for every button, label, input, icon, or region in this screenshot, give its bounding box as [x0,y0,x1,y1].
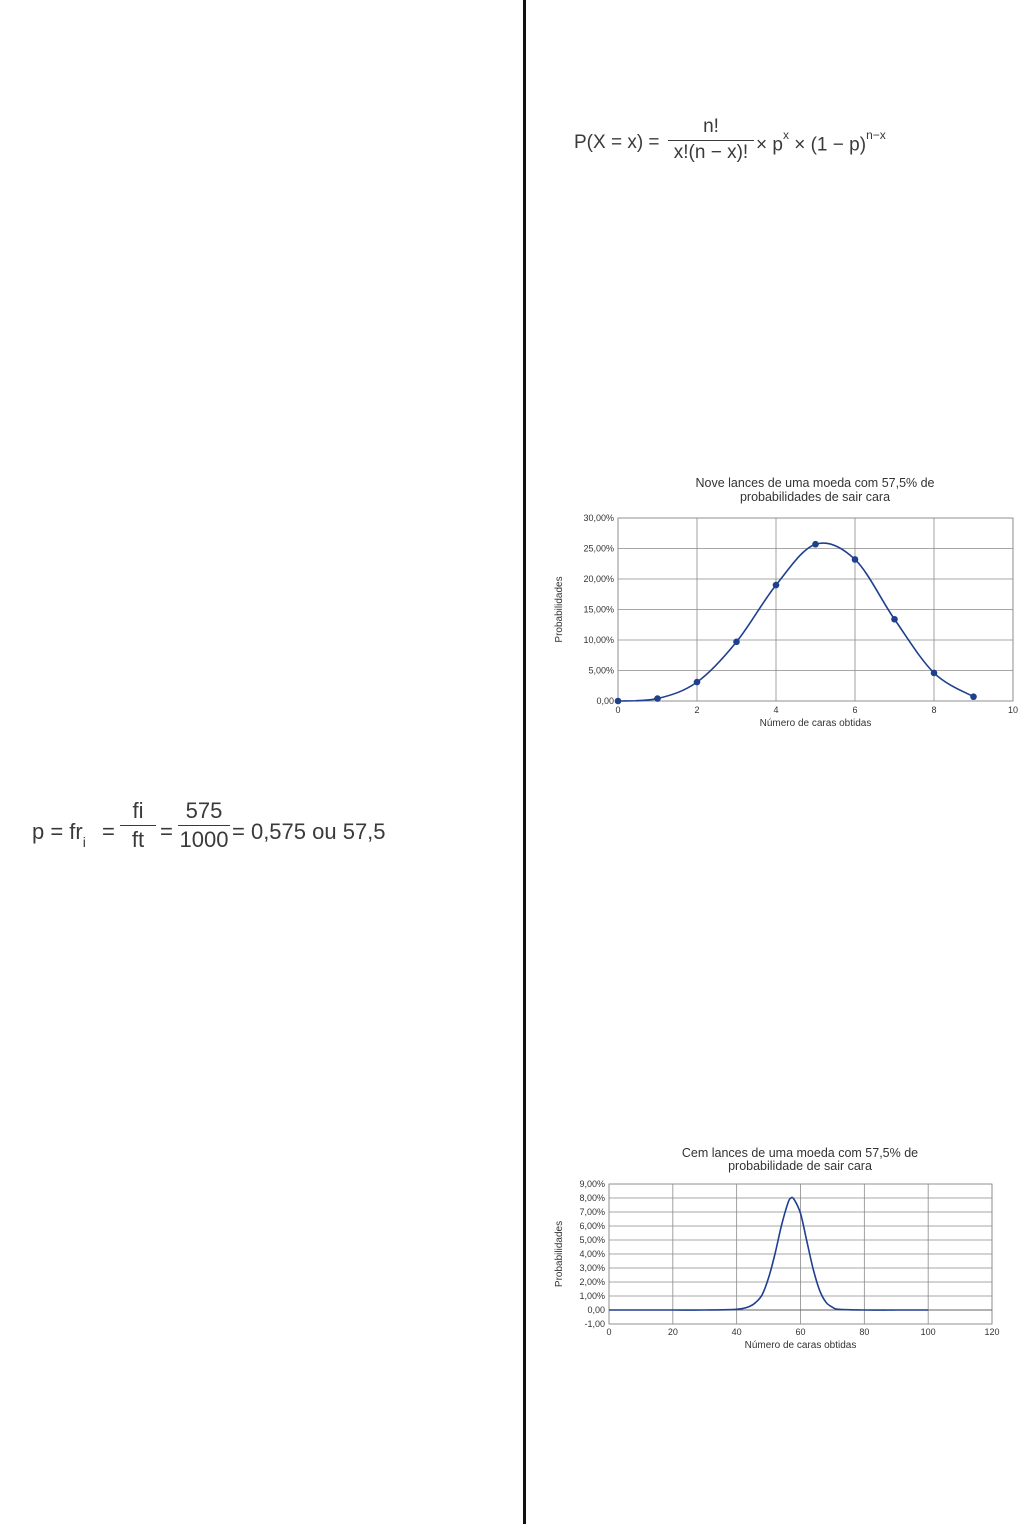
fraction-numerator-575: 575 [185,798,223,823]
y-tick-label: 6,00% [579,1221,605,1231]
formula-lhs: P(X = x) = [574,132,660,153]
fraction-fi-ft [120,798,156,854]
x-tick-label: 0 [615,705,621,715]
formula-result: = 0,575 ou 57,5 [232,819,386,844]
fraction-denominator: x!(n − x)! [673,142,749,163]
y-tick-label: 8,00% [579,1193,605,1203]
chart-title-line: probabilidades de sair cara [739,490,891,504]
chart-hundred-tosses [548,1140,1008,1355]
x-tick-label: 100 [920,1327,936,1337]
data-point [694,679,701,686]
data-point [615,698,622,705]
x-axis-label: Número de caras obtidas [744,1340,857,1351]
series-line [618,543,974,701]
y-axis-label: Probabilidades [554,1220,565,1288]
y-tick-label: 2,00% [579,1277,605,1287]
formula-fraction [668,116,754,164]
formula-rhs-p: × p [756,134,783,156]
y-tick-label: 25,00% [583,543,614,554]
y-tick-label: 0,00 [596,696,614,706]
subscript-i: i [82,834,86,851]
x-tick-label: 8 [931,705,937,715]
y-tick-label: 20,00% [583,574,614,584]
x-tick-label: 120 [984,1327,1000,1337]
column-divider [523,0,526,1524]
y-tick-label: 30,00% [583,513,614,523]
x-tick-label: 0 [606,1327,612,1337]
fraction-numerator-fi: fi [132,798,144,823]
data-point [891,616,898,623]
data-point [812,541,819,548]
chart-title-line: Nove lances de uma moeda com 57,5% de [695,476,935,490]
chart-nine-tosses [548,470,1018,745]
formula-p [32,819,86,851]
y-tick-label: 3,00% [579,1263,605,1273]
x-tick-label: 4 [773,705,779,715]
x-tick-label: 80 [859,1327,870,1337]
y-tick-label: 7,00% [579,1207,605,1217]
y-tick-label: 9,00% [579,1179,605,1189]
exponent-n-minus-x: n−x [866,128,886,142]
chart-nine-tosses-svg [548,470,1018,745]
fraction-575-1000 [178,798,230,854]
y-tick-label: 5,00% [588,665,614,676]
equals-sign-2: = [160,819,173,844]
x-tick-label: 6 [852,705,858,715]
y-tick-label: -1,00 [584,1319,605,1329]
y-tick-label: 4,00% [579,1249,605,1259]
x-tick-label: 40 [731,1327,742,1337]
fraction-bar [668,140,754,141]
x-axis-label: Número de caras obtidas [759,718,872,729]
fraction-denominator-ft: ft [131,827,145,852]
data-point [654,695,661,702]
y-tick-label: 10,00% [583,635,614,645]
data-point [931,670,938,677]
chart-hundred-tosses-svg [548,1140,1008,1355]
x-tick-label: 60 [795,1327,806,1337]
data-point [852,556,859,563]
chart-title-line: Cem lances de uma moeda com 57,5% de [681,1146,919,1160]
data-point [773,582,780,589]
y-axis-label: Probabilidades [554,576,565,643]
y-tick-label: 0,00 [587,1305,605,1315]
chart-title-line: probabilidade de sair cara [728,1159,872,1173]
fraction-denominator-1000: 1000 [179,827,229,852]
formula-p-text: p = fr [32,819,83,844]
x-tick-label: 10 [1007,705,1019,715]
formula-rhs [756,128,886,156]
fraction-numerator: n! [703,116,719,137]
equals-sign-1: = [102,819,115,844]
exponent-x: x [782,128,789,142]
data-point [733,639,740,646]
y-tick-label: 1,00% [579,1291,605,1301]
y-tick-label: 15,00% [583,604,614,615]
y-tick-label: 5,00% [579,1235,605,1245]
data-point [970,693,977,700]
x-tick-label: 2 [694,705,700,715]
formula-rhs-q: × (1 − p) [788,134,867,156]
x-tick-label: 20 [667,1327,678,1337]
